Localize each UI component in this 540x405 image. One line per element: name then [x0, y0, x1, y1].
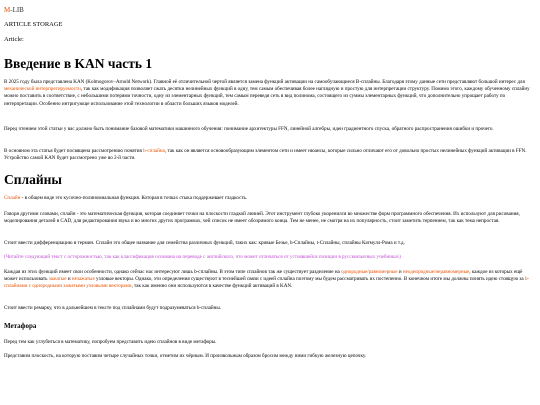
text: , каждое из которых ещё может использовать — [4, 269, 523, 283]
paragraph-metaphor-setup: Представим плоскость, на которую поставим четыре случайных точки, отметим их чёрным. И произвольным образом бросим между ними гибкую железную цепочку. — [4, 353, 367, 359]
site-logo[interactable] — [4, 6, 24, 14]
text: В 2025 году была представлена KAN (Kolmogorov–Arnold Network). Главной её отличительной чертой является замена функций активации на самообучающиеся B-сплайны. Благодаря этому данные сети представляют большой интерес для — [4, 79, 525, 85]
link-clamped[interactable]: зажатые — [48, 276, 67, 283]
text: В основном эта статья будет посвящена рассмотрению понятия — [4, 148, 144, 154]
article-title: Введение в KAN часть 1 — [4, 56, 153, 71]
subsection-title-metaphor: Метафора — [4, 322, 37, 330]
section-title-splines: Сплайны — [4, 172, 62, 187]
link-unclamped[interactable]: незажатые — [71, 276, 95, 283]
article-label: Article: — [4, 36, 24, 43]
link-uniform-clamped-b-splines[interactable]: b-сплайнами с однородными зажатыми узловыми векторами — [4, 276, 530, 290]
link-spline[interactable]: Сплайн — [4, 195, 21, 201]
text: , так как модификация позволяет сжать десятки нелинейных функций в одну, тем самым обеспечивая более наглядную и простую для интерпретации структуру. Помимо этого, каждому обученному сплайну можно поставить в соответствие, с небольшими потерями точности, одну из элементарных функций, тем самым переведя сеть в вид полинома, состоящего из суммы элементарных функций, что дополнительно упрощает работу по интерпретации. Особенно интригующе использование этой технологии в области больших языков моделей. — [4, 86, 530, 107]
text: узловые векторы. Однако, эти определения существуют в теснейшей связи с идеей сплайна поэтому мы будем рассматривать их постепенно. В конечном итоге мы должны понять идею стоящую за — [94, 276, 525, 283]
text: и — [66, 276, 72, 283]
paragraph-spline-def — [4, 195, 536, 202]
paragraph-remark: Стоит ввести ремарку, что в дальнейшем в тексте под сплайнами будут подразумеваться b-сплайны. — [4, 305, 222, 311]
text: Каждая из этих функций имеет свои особенности, однако сейчас нас интересуют лишь b-сплайны. В этом типе сплайнов так же существует разделение на — [4, 269, 342, 275]
paragraph-metaphor-intro: Перед тем как углубиться в математику, попробуем представить идею сплайнов в виде метафоры. — [4, 339, 217, 345]
text: и — [397, 269, 403, 275]
site-section-title: ARTICLE STORAGE — [4, 21, 63, 28]
link-nonuniform[interactable]: неоднородные/неравномерные — [402, 269, 470, 275]
link-b-spline[interactable]: b-сплайна — [143, 148, 165, 154]
paragraph-spline-explain: Говоря другими словами, сплайн - это математическая функция, которая соединяет точки на плоскости гладкой линией. Этот инструмент глубоко укоренился во множестве форм программного обеспечения. Их используют для рисования, моделирования деталей в CAD, для редактирования звука и во многих других программах, чей список не имеет обозримого конца. Тем не менее, не смотря на их популярность, стоит заметить терпением, так как тема непростая. — [4, 211, 520, 225]
paragraph-spline-family: Стоит ввести дифференциацию в термин. Сплайн это общее название для семейства различных функций, таких как: кривые Безье, b-Сплайны, t-Сплайны, сплайны Катмулл-Рома и т.д. — [4, 240, 405, 246]
text: , так как именно они используются в качестве функций активаций в KAN. — [131, 283, 293, 290]
paragraph-intro — [4, 79, 536, 108]
logo-rest: -LIB — [10, 6, 24, 14]
text: - в общем виде это кусочно-полиномиальная функция. Которая в точках стыка поддерживает гладкость. — [20, 195, 248, 201]
paragraph-translation-note: (Читайте следующий текст с осторожностью, так как классификация основана на переводе с английского, что может отличаться от устоявшейся позиции в русскоязычных учебниках) — [4, 254, 401, 260]
link-uniform[interactable]: однородные/равномерные — [341, 269, 398, 275]
text: , так как он является основообразующим элементом сети и имеет нюансы, которые сильно отличают его от довольно простых нелинейных функций активации в FFN. Устройство самой KAN будет рассмотрено уже во 2-й части. — [4, 148, 527, 162]
logo-first-letter: M — [4, 6, 11, 14]
link-mech-interp[interactable]: механической интерпретируемости — [4, 86, 81, 93]
paragraph-prereqs: Перед чтением этой статьи у вас должно быть понимание базовой математики машинного обучения: понимание архитектуры FFN, линейной алгебры, идеи градиентного спуска, обратного распространения ошибки и прочего. — [4, 126, 494, 132]
paragraph-focus — [4, 148, 536, 162]
paragraph-b-spline-types — [4, 269, 536, 291]
